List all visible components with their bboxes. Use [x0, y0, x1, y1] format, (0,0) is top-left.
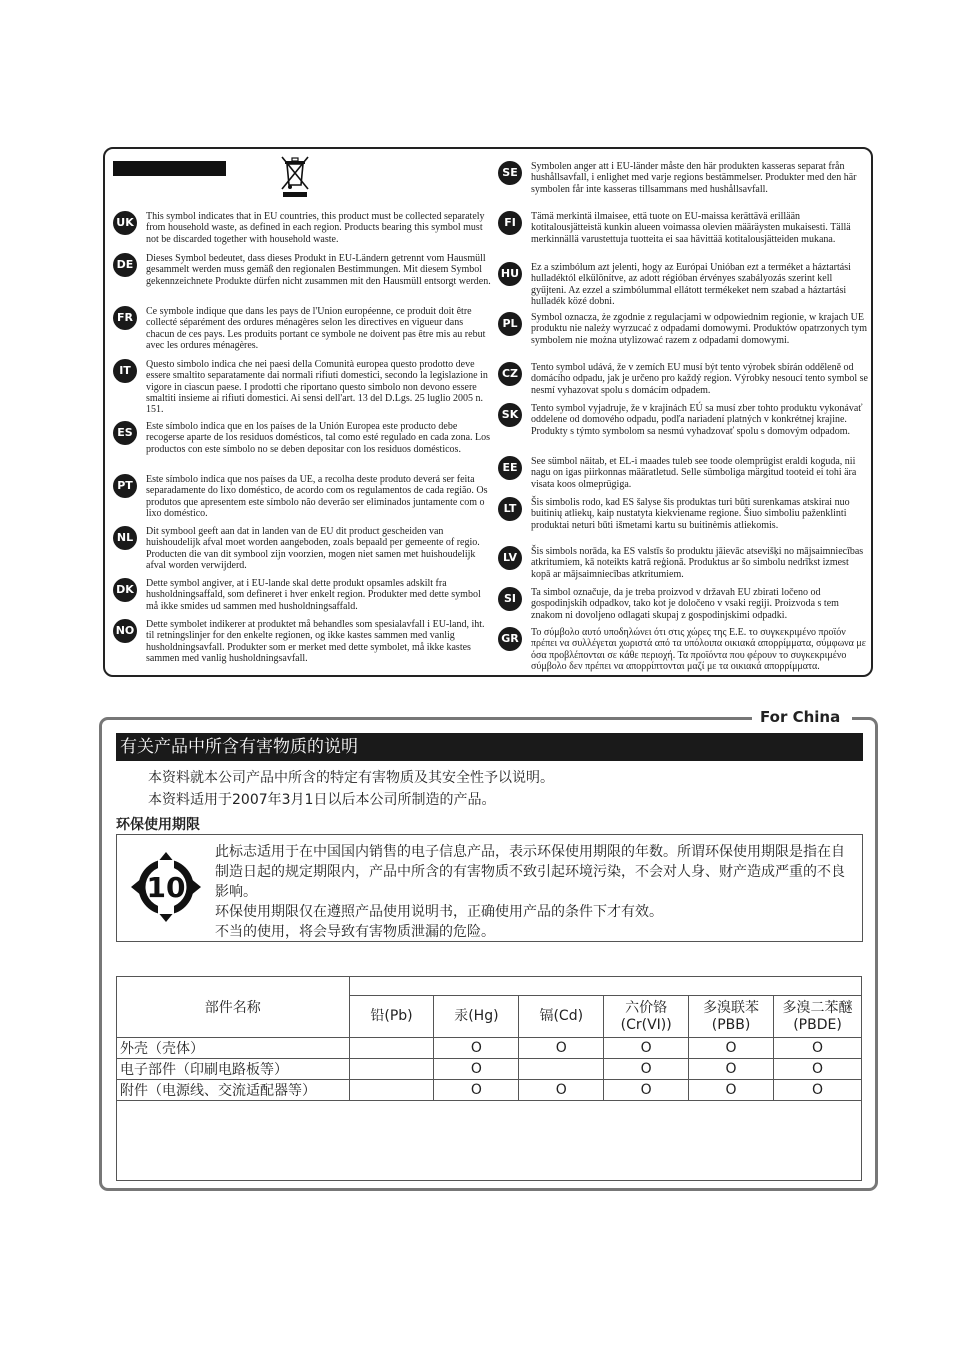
period-number: 10	[146, 871, 186, 904]
cd-cell: O	[519, 1038, 604, 1059]
col-header-pbde-line-1: 多溴二苯醚	[782, 999, 853, 1016]
eu-entry-text: Ce symbole indique que dans les pays de l'Union européenne, ce produit doit être collecté séparément des ordures ménagères selon les directives en vigueur dans chacun de ces pays. Les produits portant ce symbole ne doivent pas être mis au rebut avec les ordures ménagères.	[146, 306, 486, 351]
pb-cell	[349, 1059, 434, 1080]
country-badge: EE	[498, 456, 522, 480]
country-badge: IT	[113, 359, 137, 383]
table-row	[117, 1080, 862, 1101]
eu-entry-text: Dieses Symbol bedeutet, dass dieses Produkt in EU-Ländern getrennt vom Hausmüll gesammelt werden muss gemäß den regionalen Bestimmungen. Mit diesem Symbol gekennzeichnete Produkte dürfen nicht zusammen mit den Hausmüll entsorgt werden.	[146, 253, 491, 287]
eu-entry-gr	[498, 627, 870, 672]
part-name-cell: 附件（电源线、交流适配器等）	[117, 1080, 350, 1101]
col-header-cd: 镉(Cd)	[519, 996, 604, 1038]
eu-entry-text: Symbolen anger att i EU-länder måste den här produkten kasseras separat från hushållsavfall, i enlighet med varje regions bestämmelser. Produkter med den här symbolen får inte kasseras tillsammans med hushållsavfall.	[531, 161, 857, 195]
eu-entry-dk	[113, 578, 491, 612]
eu-entry-ee	[498, 456, 870, 490]
env-period-para-2: 环保使用期限仅在遵照产品使用说明书，正确使用产品的条件下才有效。	[215, 904, 663, 920]
country-badge: DE	[113, 253, 137, 277]
eu-entry-text: Tento symbol vyjadruje, že v krajinách EÚ sa musí zber tohto produktu vykonávať oddelene od domového odpadu, podľa nariadení platných v konkrétnej krajine. Produkty s týmto symbolom sa nesmú vyhadzovať spolu s domovým odpadom.	[531, 403, 863, 437]
country-badge: PL	[498, 312, 522, 336]
eu-entry-nl	[113, 526, 491, 571]
eu-entry-text: Ta simbol označuje, da je treba proizvod v državah EU zbirati ločeno od gospodinjskih odpadkov, tako kot je določeno v vsaki regiji. Proizvoda s tem znakom ni dovoljeno odlagati skupaj z gospodinjskimi odpadki.	[531, 587, 839, 621]
eu-entry-uk	[113, 211, 491, 245]
country-badge: PT	[113, 474, 137, 498]
eu-entry-lv	[498, 546, 870, 580]
pb-cell	[349, 1080, 434, 1101]
hg-cell: O	[434, 1080, 519, 1101]
for-china-label: For China	[752, 707, 852, 727]
country-badge: NO	[113, 619, 137, 643]
part-name-cell: 电子部件（印刷电路板等）	[117, 1059, 350, 1080]
pbde-cell: O	[774, 1080, 862, 1101]
eu-entry-it	[113, 359, 491, 415]
eu-entry-text: Tento symbol udává, že v zemích EU musí být tento výrobek sbírán odděleně od domácího odpadu, jak je určeno pro každý region. Výrobky nesoucí tento symbol se nesmí vyhazovat spolu s domácím odpadem.	[531, 362, 868, 396]
env-period-text	[215, 842, 855, 942]
header-black-bar	[113, 161, 226, 176]
eu-entry-es	[113, 421, 491, 455]
col-header-pbde-line-2: (PBDE)	[793, 1016, 842, 1033]
cd-cell	[519, 1059, 604, 1080]
table-note-cell	[117, 1101, 862, 1181]
env-period-para-1: 此标志适用于在中国国内销售的电子信息产品，表示环保使用期限的年数。所谓环保使用期限是指在自制造日起的规定期限内，产品中所含的有害物质不致引起环境污染，不会对人身、财产造成严重的不良影响。	[215, 844, 845, 900]
weee-notice-box	[103, 147, 873, 677]
eu-entry-text: Dette symbol angiver, at i EU-lande skal dette produkt opsamles adskilt fra husholdningsaffald, som defineret i hver enkelt region. Produkter med dette symbol må ikke smides ud sammen med husholdningsaffald.	[146, 578, 481, 612]
env-period-box	[116, 834, 863, 942]
china-title-bar: 有关产品中所含有害物质的说明	[116, 733, 863, 761]
col-header-cr6-line-1: 六价铬	[625, 999, 668, 1016]
pbb-cell: O	[689, 1080, 774, 1101]
eu-entry-de	[113, 253, 491, 287]
country-badge: LT	[498, 497, 522, 521]
eu-entry-fi	[498, 211, 870, 245]
eu-entry-pt	[113, 474, 491, 519]
eu-entry-cz	[498, 362, 870, 396]
eu-entry-lt	[498, 497, 870, 531]
part-name-cell: 外壳（壳体）	[117, 1038, 350, 1059]
cd-cell: O	[519, 1080, 604, 1101]
env-period-para-3: 不当的使用，将会导致有害物质泄漏的危险。	[215, 924, 495, 940]
eu-entry-text: Ez a szimbólum azt jelenti, hogy az Európai Unióban ezt a terméket a háztartási hulladéktól elkülönítve, az adott régióban érvényes szabályozás szerint kell gyűjteni. Az ezzel a szimbólummal ellátott termékeket nem szabad a háztartási hulladék közé dobni.	[531, 262, 851, 307]
col-header-pbde	[774, 996, 862, 1038]
table-row	[117, 1038, 862, 1059]
env-period-heading: 环保使用期限	[116, 817, 200, 833]
part-header-cell: 部件名称	[117, 977, 350, 1038]
col-header-pb: 铅(Pb)	[349, 996, 434, 1038]
hg-cell: O	[434, 1038, 519, 1059]
country-badge: LV	[498, 546, 522, 570]
eu-entry-text: Šis simbolis rodo, kad ES šalyse šis produktas turi būti surenkamas atskirai nuo buitinių atliekų, kaip nustatyta kiekviename regione. Šiuo simboliu paženklinti produktai neturi būti išmetami kartu su buitinėmis atliekomis.	[531, 497, 850, 531]
pb-cell	[349, 1038, 434, 1059]
eu-entry-pl	[498, 312, 870, 346]
country-badge: FI	[498, 211, 522, 235]
country-badge: SK	[498, 403, 522, 427]
eu-entry-si	[498, 587, 870, 621]
col-header-hg: 汞(Hg)	[434, 996, 519, 1038]
crossed-out-wheelie-bin-icon	[280, 155, 310, 197]
pbde-cell: O	[774, 1038, 862, 1059]
cr6-cell: O	[604, 1080, 689, 1101]
country-badge: HU	[498, 262, 522, 286]
country-badge: DK	[113, 578, 137, 602]
eu-entry-text: Questo simbolo indica che nei paesi della Comunità europea questo prodotto deve essere smaltito separatamente dai normali rifiuti domestici, secondo la legislazione in vigore in ciascun paese. I prodotti che riportano questo simbolo non devono essere smaltiti insieme ai rifiuti domestici. Ai sensi dell'art. 13 del D.Lgs. 25 luglio 2005 n. 151.	[146, 359, 488, 416]
hazardous-substance-table	[116, 976, 862, 1181]
country-badge: SI	[498, 587, 522, 611]
eu-entry-sk	[498, 403, 870, 437]
col-header-pbb	[689, 996, 774, 1038]
eu-entry-text: See sümbol näitab, et EL-i maades tuleb see toode olemprügist eraldi koguda, nii nagu on igas piirkonnas määratletud. Selle sümboliga märgitud tooteid ei tohi ära visata koos olmeprügiga.	[531, 456, 857, 490]
substance-group-header-cell	[349, 977, 861, 996]
eu-entry-se	[498, 161, 870, 195]
eu-entry-hu	[498, 262, 870, 307]
eu-entry-text: Symbol oznacza, że zgodnie z regulacjami w odpowiednim regionie, w krajach UE produktu nie należy wyrzucać z odpadami domowymi. Produktów opatrzonych tym symbolem nie można utylizować razem z odpadami domowymi.	[531, 312, 868, 346]
china-intro-line-1: 本资料就本公司产品中所含的特定有害物质及其安全性予以说明。	[148, 770, 554, 786]
col-header-pbb-line-1: 多溴联苯	[703, 999, 760, 1016]
col-header-cr6	[604, 996, 689, 1038]
pbde-cell: O	[774, 1059, 862, 1080]
eu-entry-text: Šis simbols norāda, ka ES valstīs šo produktu jāievāc atsevišķi no mājsaimniecības atkritumiem, kā noteikts katrā reģionā. Produktus ar šo simbolu nedrīkst izmest kopā ar mājsaimniecības atkritumiem.	[531, 546, 864, 580]
table-row	[117, 1059, 862, 1080]
country-badge: ES	[113, 421, 137, 445]
eu-entry-text: Este símbolo indica que nos países da UE, a recolha deste produto deverá ser feita separadamente do lixo doméstico, de acordo com os regulamentos de cada região. Os produtos que apresentem este símbolo não deverão ser eliminados juntamente com o lixo doméstico.	[146, 474, 488, 519]
eu-entry-text: Tämä merkintä ilmaisee, että tuote on EU-maissa kerättävä erillään kotitalousjätteistä kunkin alueen voimassa olevien määräysten mukaisesti. Tällä merkinnällä varustettuja tuotteita ei saa hävittää kotitalousjätteiden mukana.	[531, 211, 851, 245]
eu-entry-no	[113, 619, 491, 664]
country-badge: FR	[113, 306, 137, 330]
pbb-cell: O	[689, 1059, 774, 1080]
hg-cell: O	[434, 1059, 519, 1080]
country-badge: CZ	[498, 362, 522, 386]
col-header-cr6-line-2: (Cr(VI))	[620, 1016, 672, 1033]
eu-entry-text: Dit symbool geeft aan dat in landen van de EU dit product gescheiden van huishoudelijk afval moet worden aangeboden, zoals bepaald per gemeente of regio. Producten die van dit symbool zijn voorzien, mogen niet samen met huishoudelijk afval worden verwijderd.	[146, 526, 480, 571]
cr6-cell: O	[604, 1059, 689, 1080]
country-badge: UK	[113, 211, 137, 235]
eu-entry-text: Este símbolo indica que en los países de la Unión Europea este producto debe recogerse aparte de los residuos domésticos, tal como esté regulado en cada zona. Los productos con este símbolo no se deben depositar con los residuos domésticos.	[146, 421, 491, 455]
china-intro-line-2: 本资料适用于2007年3月1日以后本公司所制造的产品。	[148, 792, 496, 808]
eu-entry-text: This symbol indicates that in EU countries, this product must be collected separately from household waste, as defined in each region. Products bearing this symbol must not be discarded together with household waste.	[146, 211, 485, 245]
table-top-row	[117, 977, 862, 996]
country-badge: SE	[498, 161, 522, 185]
country-badge: NL	[113, 526, 137, 550]
eu-entry-fr	[113, 306, 491, 351]
env-protection-period-10-icon	[129, 849, 203, 925]
eu-entry-text: Dette symbolet indikerer at produktet må behandles som spesialavfall i EU-land, iht. til retningslinjer for den enkelte regionen, og ikke kastes sammen med vanlig husholdningsavfall. Produkter som er merket med dette symbolet, må ikke kastes sammen med vanlig husholdningsavfall.	[146, 619, 485, 664]
eu-entry-text: Το σύμβολο αυτό υποδηλώνει ότι στις χώρες της Ε.Ε. το συγκεκριμένο προϊόν πρέπει να συλλέγεται χωριστά από τα υπόλοιπα οικιακά απορρίμματα, σύμφωνα με όσα προβλέπονται σε κάθε περιοχή. Τα προϊόντα που φέρουν το συγκεκριμένο σύμβολο δεν πρέπει να απορρίπτονται μαζί με τα οικιακά απορρίμματα.	[531, 627, 866, 672]
table-note-row	[117, 1101, 862, 1181]
country-badge: GR	[498, 627, 522, 651]
pbb-cell: O	[689, 1038, 774, 1059]
cr6-cell: O	[604, 1038, 689, 1059]
col-header-pbb-line-2: (PBB)	[711, 1016, 751, 1033]
